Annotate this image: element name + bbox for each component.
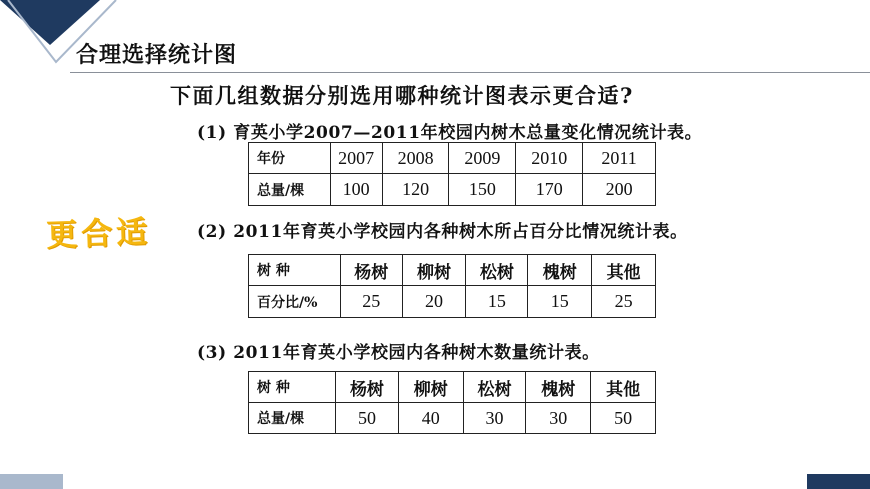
table-cell: 杨树 <box>336 372 399 403</box>
table-3-caption: (3) 2011年育英小学校园内各种树木数量统计表。 <box>197 343 600 363</box>
table-cell: 2009 <box>449 143 516 174</box>
table-2 <box>248 254 656 318</box>
table-cell: 树 种 <box>249 255 341 286</box>
table-cell: 总量/棵 <box>249 174 331 206</box>
table-cell: 120 <box>382 174 449 206</box>
table-cell: 15 <box>466 286 528 318</box>
table-3 <box>248 371 656 434</box>
table-cell: 150 <box>449 174 516 206</box>
table-cell: 其他 <box>592 255 656 286</box>
table-cell: 百分比/% <box>249 286 341 318</box>
table-cell: 松树 <box>466 255 528 286</box>
table-3-header-row <box>249 372 656 403</box>
table-cell: 30 <box>463 403 526 434</box>
table-cell: 40 <box>398 403 463 434</box>
table-cell: 柳树 <box>398 372 463 403</box>
table-cell: 2010 <box>516 143 583 174</box>
table-cell: 50 <box>336 403 399 434</box>
title-divider <box>70 72 870 73</box>
table-cell: 槐树 <box>528 255 592 286</box>
table-2-caption: (2) 2011年育英小学校园内各种树木所占百分比情况统计表。 <box>197 222 688 242</box>
table-cell: 总量/棵 <box>249 403 336 434</box>
table-cell: 25 <box>592 286 656 318</box>
table-cell: 柳树 <box>402 255 466 286</box>
table-2-header-row <box>249 255 656 286</box>
table-2-data-row <box>249 286 656 318</box>
table-cell: 2008 <box>382 143 449 174</box>
table-cell: 25 <box>340 286 402 318</box>
table-cell: 30 <box>526 403 591 434</box>
page-title: 合理选择统计图 <box>76 43 238 68</box>
table-1-data-row <box>249 174 656 206</box>
table-cell: 2011 <box>583 143 656 174</box>
footer-bar-right <box>807 474 870 489</box>
table-cell: 200 <box>583 174 656 206</box>
table-cell: 2007 <box>330 143 382 174</box>
table-cell: 20 <box>402 286 466 318</box>
table-3-data-row <box>249 403 656 434</box>
table-cell: 170 <box>516 174 583 206</box>
table-cell: 15 <box>528 286 592 318</box>
footer-bar-left <box>0 474 63 489</box>
table-1 <box>248 142 656 206</box>
table-cell: 其他 <box>591 372 656 403</box>
table-1-header-row <box>249 143 656 174</box>
question-text: 下面几组数据分别选用哪种统计图表示更合适? <box>170 83 634 108</box>
table-1-caption: (1) 育英小学2007—2011年校园内树木总量变化情况统计表。 <box>197 123 703 143</box>
table-cell: 年份 <box>249 143 331 174</box>
table-cell: 树 种 <box>249 372 336 403</box>
table-cell: 100 <box>330 174 382 206</box>
side-note: 更合适 <box>45 214 152 254</box>
table-cell: 杨树 <box>340 255 402 286</box>
table-cell: 松树 <box>463 372 526 403</box>
table-cell: 50 <box>591 403 656 434</box>
table-cell: 槐树 <box>526 372 591 403</box>
